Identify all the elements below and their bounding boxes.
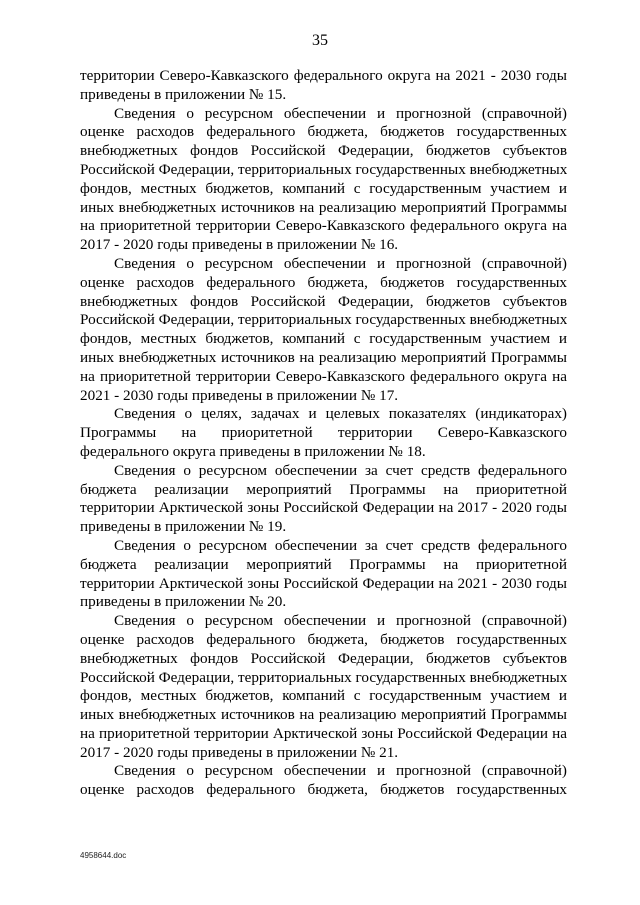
text-line: федерального округа приведены в приложении № 18. xyxy=(80,442,426,460)
paragraph xyxy=(80,105,567,255)
text-line: бюджета реализации мероприятий Программы на приоритетной xyxy=(80,555,567,573)
text-line: приведены в приложении № 15. xyxy=(80,85,287,103)
text-line: на приоритетной территории Северо-Кавказского федерального округа на xyxy=(80,367,567,385)
paragraph xyxy=(80,405,567,461)
text-line: оценке расходов федерального бюджета, бюджетов государственных xyxy=(80,781,567,799)
text-line: приведены в приложении № 20. xyxy=(80,593,287,611)
text-line: Сведения о ресурсном обеспечении и прогнозной (справочной) xyxy=(114,612,567,630)
text-line: Сведения о ресурсном обеспечении и прогнозной (справочной) xyxy=(114,104,567,122)
document-body xyxy=(80,67,567,800)
text-line: Программы на приоритетной территории Северо-Кавказского xyxy=(80,424,567,442)
text-line: приведены в приложении № 19. xyxy=(80,518,287,536)
paragraph xyxy=(80,462,567,537)
text-line: территории Арктической зоны Российской Федерации на 2017 - 2020 годы xyxy=(80,499,567,517)
text-line: фондов, местных бюджетов, компаний с государственным участием и xyxy=(80,179,567,197)
document-file-reference: 4958644.doc xyxy=(80,851,127,860)
text-line: Российской Федерации, территориальных государственных внебюджетных xyxy=(80,160,567,178)
text-line: Сведения о ресурсном обеспечении за счет средств федерального xyxy=(114,536,567,554)
text-line: оценке расходов федерального бюджета, бюджетов государственных xyxy=(80,630,567,648)
text-line: иных внебюджетных источников на реализацию мероприятий Программы xyxy=(80,198,567,216)
text-line: иных внебюджетных источников на реализацию мероприятий Программы xyxy=(80,348,567,366)
paragraph xyxy=(80,537,567,612)
text-line: территории Арктической зоны Российской Федерации на 2021 - 2030 годы xyxy=(80,574,567,592)
text-line: 2017 - 2020 годы приведены в приложении № 16. xyxy=(80,236,399,254)
paragraph xyxy=(80,612,567,762)
text-line: Сведения о целях, задачах и целевых показателях (индикаторах) xyxy=(114,405,567,423)
text-line: фондов, местных бюджетов, компаний с государственным участием и xyxy=(80,330,567,348)
text-line: на приоритетной территории Арктической зоны Российской Федерации на xyxy=(80,724,567,742)
text-line: Российской Федерации, территориальных государственных внебюджетных xyxy=(80,668,567,686)
text-line: 2017 - 2020 годы приведены в приложении № 21. xyxy=(80,743,399,761)
page-number: 35 xyxy=(312,32,328,49)
text-line: Российской Федерации, территориальных государственных внебюджетных xyxy=(80,311,567,329)
text-line: оценке расходов федерального бюджета, бюджетов государственных xyxy=(80,273,567,291)
paragraph xyxy=(80,762,567,800)
text-line: внебюджетных фондов Российской Федерации, бюджетов субъектов xyxy=(80,292,567,310)
text-line: бюджета реализации мероприятий Программы на приоритетной xyxy=(80,480,567,498)
text-line: фондов, местных бюджетов, компаний с государственным участием и xyxy=(80,687,567,705)
paragraph xyxy=(80,255,567,405)
text-line: Сведения о ресурсном обеспечении и прогнозной (справочной) xyxy=(114,254,567,272)
paragraph xyxy=(80,67,567,105)
text-line: 2021 - 2030 годы приведены в приложении № 17. xyxy=(80,386,399,404)
text-line: оценке расходов федерального бюджета, бюджетов государственных xyxy=(80,123,567,141)
text-line: Сведения о ресурсном обеспечении и прогнозной (справочной) xyxy=(114,762,567,780)
text-line: на приоритетной территории Северо-Кавказского федерального округа на xyxy=(80,217,567,235)
text-line: иных внебюджетных источников на реализацию мероприятий Программы xyxy=(80,706,567,724)
text-line: внебюджетных фондов Российской Федерации, бюджетов субъектов xyxy=(80,649,567,667)
text-line: территории Северо-Кавказского федерального округа на 2021 - 2030 годы xyxy=(80,67,567,84)
text-line: внебюджетных фондов Российской Федерации, бюджетов субъектов xyxy=(80,142,567,160)
text-line: Сведения о ресурсном обеспечении за счет средств федерального xyxy=(114,461,567,479)
